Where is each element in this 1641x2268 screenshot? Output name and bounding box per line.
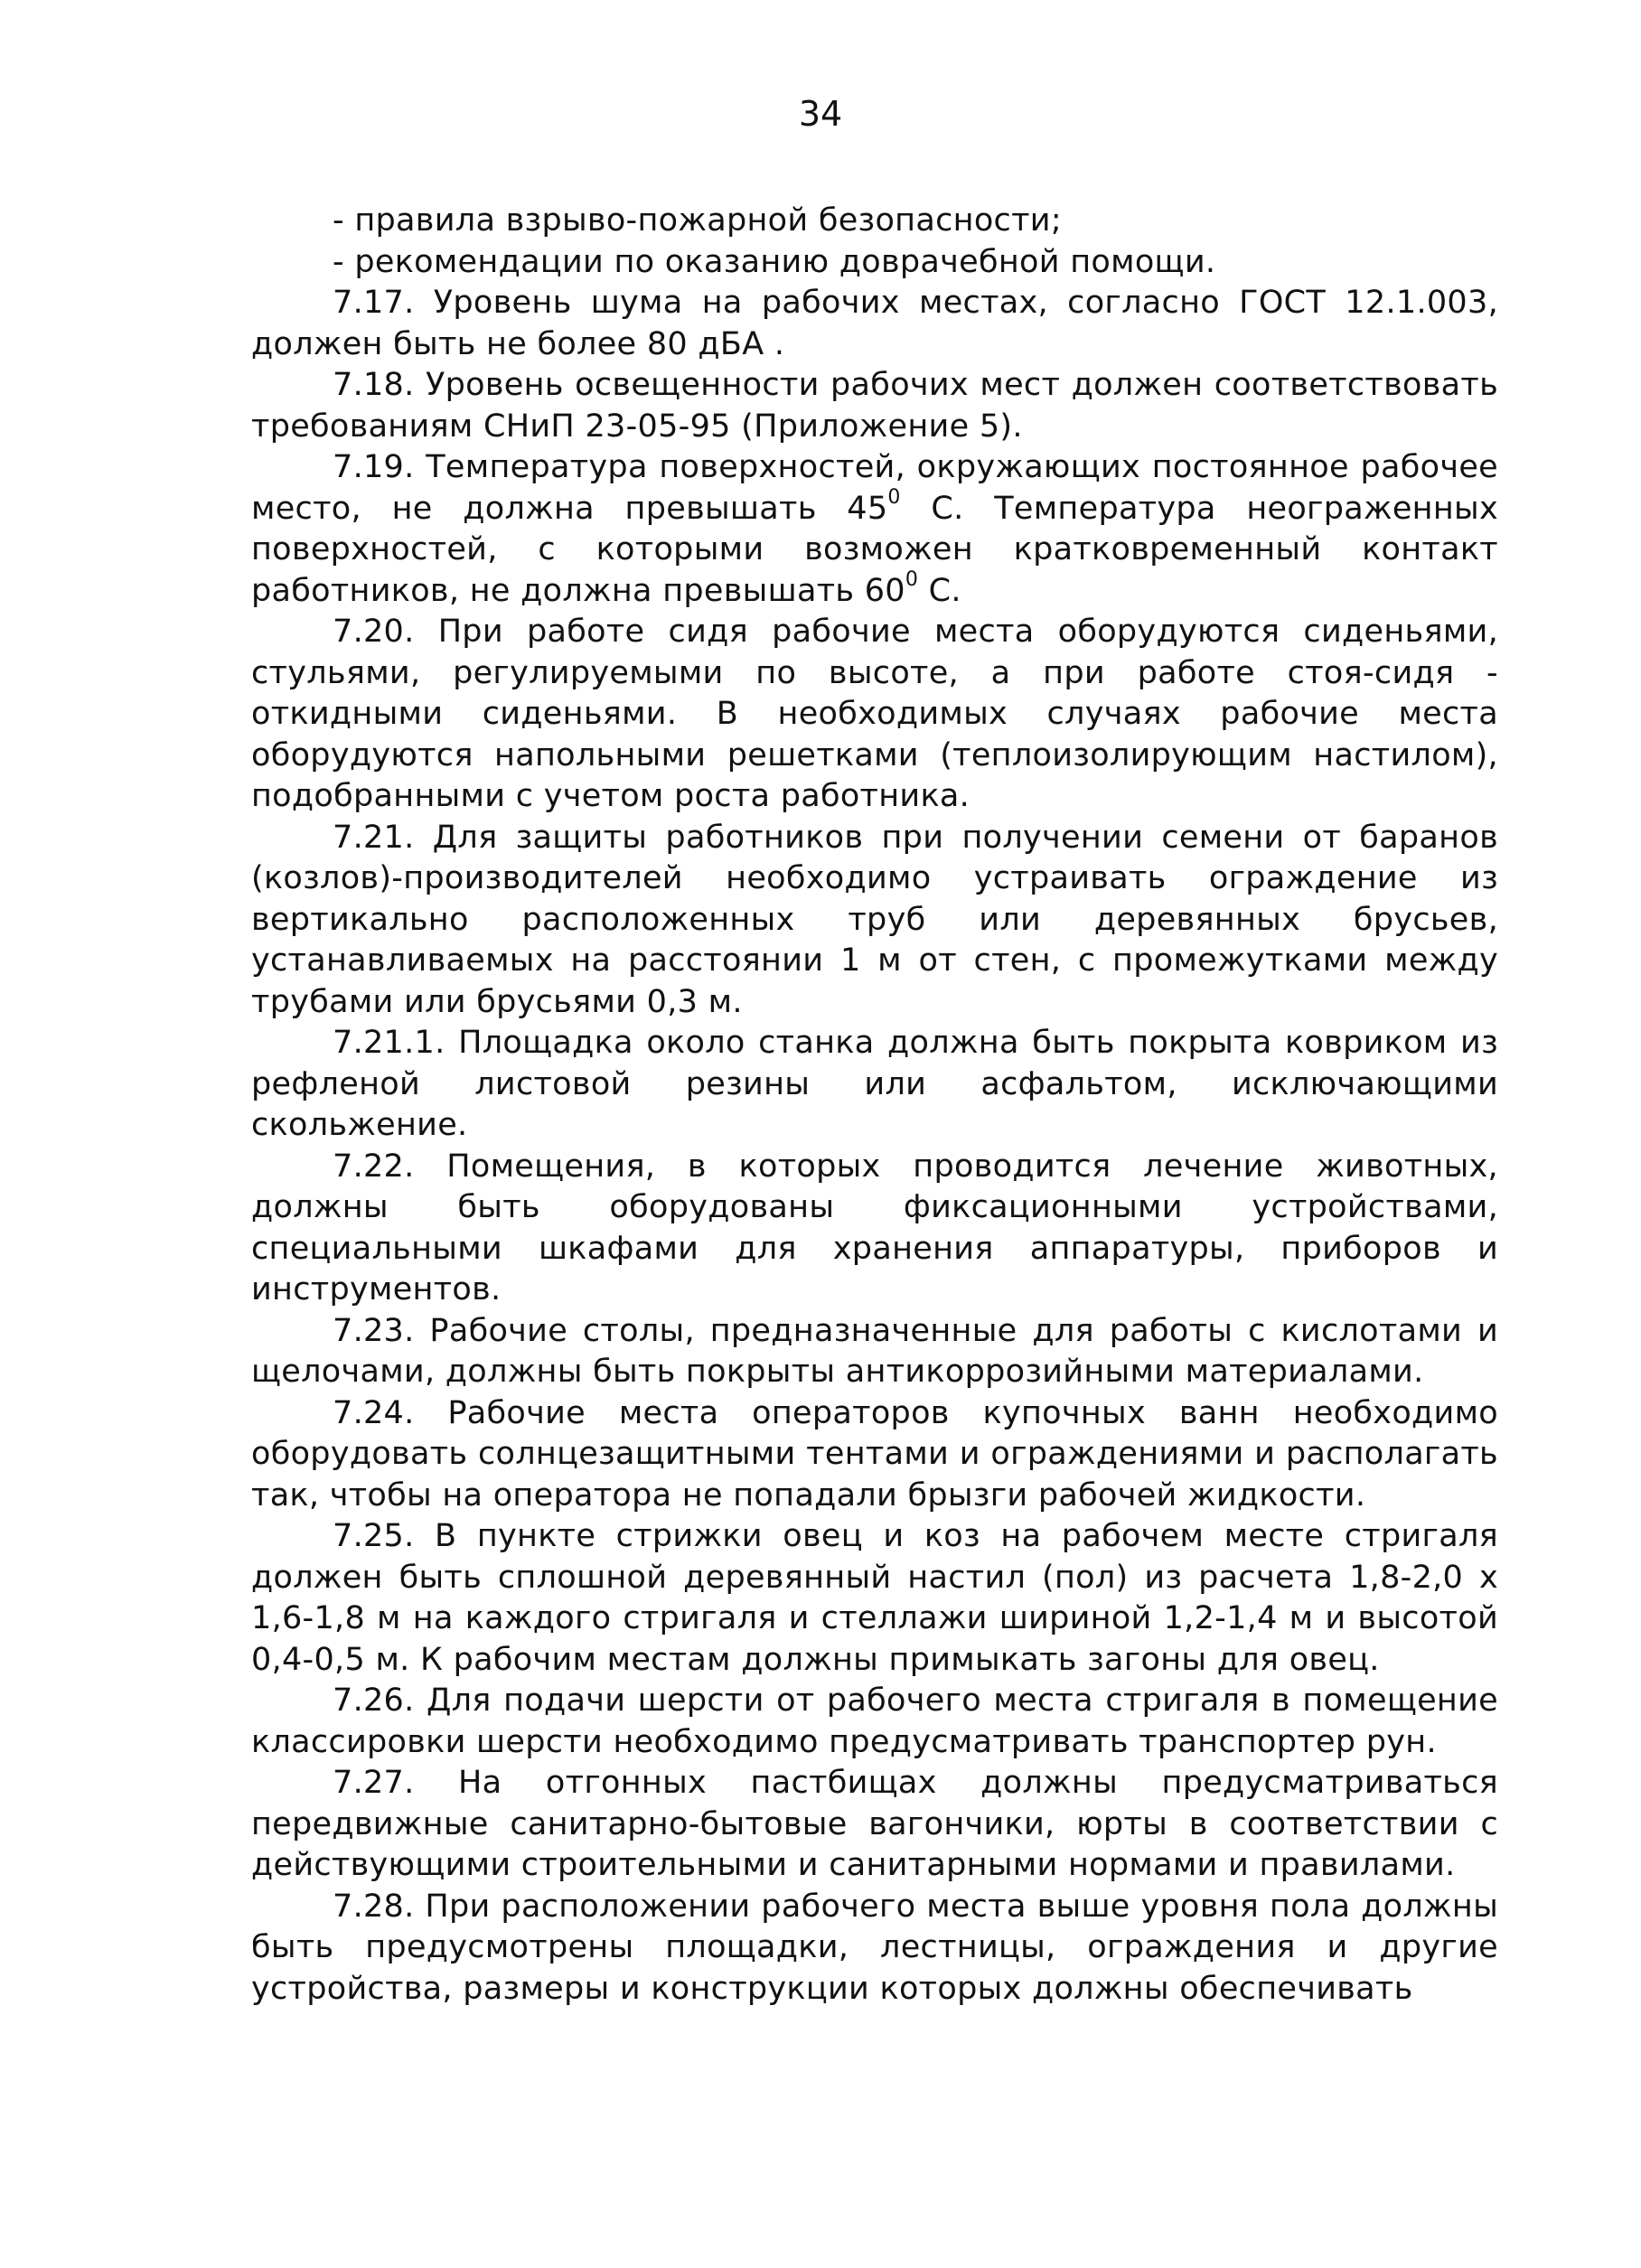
document-body — [251, 201, 1498, 2010]
paragraph-7-17: 7.17. Уровень шума на рабочих местах, согласно ГОСТ 12.1.003, должен быть не более 80 дБА . — [251, 285, 1498, 362]
paragraph-7-24: 7.24. Рабочие места операторов купочных ванн необходимо оборудовать солнцезащитными тентами и ограждениями и располагать так, чтобы на оператора не попадали брызги рабочей жидкости. — [251, 1394, 1498, 1514]
paragraph-7-21: 7.21. Для защиты работников при получении семени от баранов (козлов)-производителей необходимо устраивать ограждение из вертикально расположенных труб или деревянных брусьев, устанавливаемых на расстоянии 1 м от стен, с промежутками между трубами или брусьями 0,3 м. — [251, 819, 1498, 1020]
paragraph-7-19 — [251, 447, 1498, 612]
paragraph-7-19-part-b: С. Температура неограженных поверхностей, с которыми возможен кратковременный контакт работников, не должна превышать 60 — [251, 490, 1498, 609]
degree-mark: 0 — [905, 567, 919, 591]
degree-mark: 0 — [887, 485, 901, 509]
page-number: 34 — [798, 94, 843, 134]
paragraph-7-19-part-a: 7.19. Температура поверхностей, окружающих постоянное рабочее место, не должна превышать 45 — [251, 449, 1498, 527]
paragraph-7-25: 7.25. В пункте стрижки овец и коз на рабочем месте стригаля должен быть сплошной деревянный настил (пол) из расчета 1,8-2,0 х 1,6-1,8 м на каждого стригаля и стеллажи шириной 1,2-1,4 м и высотой 0,4-0,5 м. К рабочим местам должны примыкать загоны для овец. — [251, 1518, 1498, 1678]
paragraph-7-18: 7.18. Уровень освещенности рабочих мест должен соответствовать требованиям СНиП 23-05-95 (Приложение 5). — [251, 367, 1498, 445]
paragraph-7-27: 7.27. На отгонных пастбищах должны предусматриваться передвижные санитарно-бытовые вагончики, юрты в соответствии с действующими строительными и санитарными нормами и правилами. — [251, 1765, 1498, 1883]
paragraph-7-21-1: 7.21.1. Площадка около станка должна быть покрыта ковриком из рефленой листовой резины или асфальтом, исключающими скольжение. — [251, 1025, 1498, 1143]
paragraph-7-28: 7.28. При расположении рабочего места выше уровня пола должны быть предусмотрены площадки, лестницы, ограждения и другие устройства, размеры и конструкции которых должны обеспечивать — [251, 1888, 1498, 2007]
paragraph-7-19-part-c: С. — [918, 572, 961, 609]
list-item-first-aid: - рекомендации по оказанию доврачебной помощи. — [333, 243, 1216, 280]
paragraph-7-20: 7.20. При работе сидя рабочие места оборудуются сиденьями, стульями, регулируемыми по высоте, а при работе стоя-сидя - откидными сиденьями. В необходимых случаях рабочие места оборудуются напольными решетками (теплоизолирующим настилом), подобранными с учетом роста работника. — [251, 614, 1498, 814]
paragraph-7-22: 7.22. Помещения, в которых проводится лечение животных, должны быть оборудованы фиксационными устройствами, специальными шкафами для хранения аппаратуры, приборов и инструментов. — [251, 1148, 1498, 1307]
paragraph-7-23: 7.23. Рабочие столы, предназначенные для работы с кислотами и щелочами, должны быть покрыты антикоррозийными материалами. — [251, 1312, 1498, 1390]
paragraph-7-26: 7.26. Для подачи шерсти от рабочего места стригаля в помещение классировки шерсти необходимо предусматривать транспортер рун. — [251, 1682, 1498, 1760]
list-item-explosion-safety: - правила взрыво-пожарной безопасности; — [333, 202, 1062, 239]
